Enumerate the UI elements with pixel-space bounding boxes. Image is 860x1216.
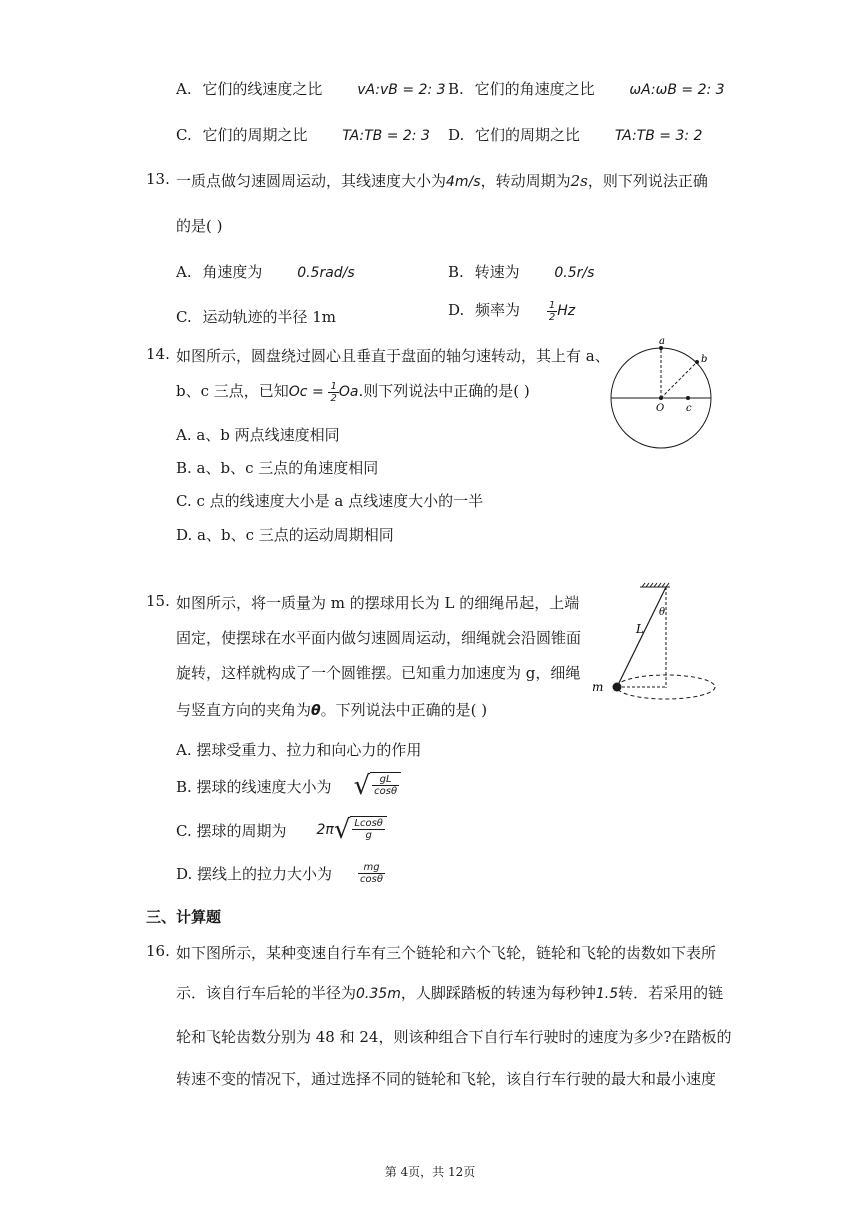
q13-stem-line2: 的是( ) xyxy=(176,217,223,235)
stem-text: 转．若采用的链 xyxy=(618,984,724,1002)
numerator: gL xyxy=(372,774,399,786)
option-formula: TA:TB = 3: 2 xyxy=(614,128,703,144)
option-text: C. 摆球的周期为 xyxy=(176,821,287,840)
label-m: m xyxy=(592,680,604,694)
q15-stem-line3: 旋转，这样就构成了一个圆锥摆。已知重力加速度为 g，细绳 xyxy=(176,664,581,682)
radicand xyxy=(350,816,387,844)
stem-text: ，人脚踩踏板的转速为每秒钟 xyxy=(400,984,596,1002)
stem-text: ，转动周期为 xyxy=(480,172,571,190)
numerator: 1 xyxy=(548,299,556,311)
radicand xyxy=(370,772,401,800)
frequency-formula xyxy=(547,299,576,323)
sqrt-expression xyxy=(354,772,402,800)
radical-sign: √ xyxy=(333,815,351,845)
q15-option-b xyxy=(176,772,401,800)
q14-option-a: A. a、b 两点线速度相同 xyxy=(176,426,340,444)
label-c: c xyxy=(686,403,692,414)
q15-stem-line4 xyxy=(176,699,487,720)
q16-stem-line2 xyxy=(176,982,723,1003)
radical-sign: √ xyxy=(353,771,371,801)
option-label: B. xyxy=(448,263,464,281)
option-formula: TA:TB = 2: 3 xyxy=(342,128,430,144)
option-label: C. xyxy=(176,308,192,326)
q13-stem-line1 xyxy=(176,170,708,191)
section-title: 三、计算题 xyxy=(146,908,222,926)
stem-text: 一质点做匀速圆周运动，其线速度大小为 xyxy=(176,172,447,190)
fraction xyxy=(547,300,557,323)
option-label: C. xyxy=(176,126,192,144)
stem-text: 示．该自行车后轮的半径为 xyxy=(176,984,357,1002)
q12-option-a xyxy=(176,78,446,99)
option-text: 运动轨迹的半径 1m xyxy=(202,308,337,326)
q13-option-a xyxy=(176,261,355,282)
q15-number: 15. xyxy=(146,592,170,610)
option-formula: 0.5rad/s xyxy=(297,265,355,281)
q14-option-c: C. c 点的线速度大小是 a 点线速度大小的一半 xyxy=(176,492,484,510)
option-text: 角速度为 xyxy=(202,263,263,281)
option-text: 它们的线速度之比 xyxy=(202,80,323,98)
bob xyxy=(613,683,622,692)
string xyxy=(617,587,666,687)
sqrt-expression xyxy=(334,816,387,844)
q13-option-d xyxy=(448,299,575,323)
label-theta: θ xyxy=(659,607,666,618)
q14-option-b: B. a、b、c 三点的角速度相同 xyxy=(176,459,379,477)
q12-option-d xyxy=(448,124,702,145)
theta-symbol: θ xyxy=(311,703,321,719)
option-text: 转速为 xyxy=(474,263,520,281)
q16-stem-line1: 如下图所示，某种变速自行车有三个链轮和六个飞轮，链轮和飞轮的齿数如下表所 xyxy=(176,944,717,962)
point-b xyxy=(695,360,699,364)
q12-option-c xyxy=(176,124,430,145)
numerator: 1 xyxy=(330,380,337,392)
label-L: L xyxy=(636,622,644,636)
q15-stem-line1: 如图所示，将一质量为 m 的摆球用长为 L 的细绳吊起，上端 xyxy=(176,594,580,612)
denominator: cosθ xyxy=(374,786,398,797)
q13-number: 13. xyxy=(146,170,170,188)
q14-stem-line2 xyxy=(176,380,530,404)
q14-stem-line1: 如图所示，圆盘绕过圆心且垂直于盘面的轴匀速转动，其上有 a、 xyxy=(176,347,610,365)
formula-right: Oa xyxy=(338,384,359,400)
conical-pendulum-figure xyxy=(588,580,728,710)
label-b: b xyxy=(701,354,708,365)
q14-number: 14. xyxy=(146,345,170,363)
option-label: D. xyxy=(448,126,465,144)
speed-value: 4m/s xyxy=(446,174,481,190)
q13-option-c xyxy=(176,306,336,327)
option-label: A. xyxy=(176,263,192,281)
page-footer: 第 4页，共 12页 xyxy=(384,1165,476,1179)
option-text: 它们的角速度之比 xyxy=(474,80,595,98)
ceiling-hatch xyxy=(642,583,669,587)
numerator: mg xyxy=(358,862,385,874)
formula-left: Oc = xyxy=(288,384,324,400)
fraction xyxy=(358,862,385,885)
option-label: B. xyxy=(448,80,464,98)
option-text: B. 摆球的线速度大小为 xyxy=(176,777,332,796)
stem-text: ，则下列说法正确 xyxy=(587,172,708,190)
option-text: 它们的周期之比 xyxy=(202,126,308,144)
stem-text: 与竖直方向的夹角为 xyxy=(176,701,312,719)
fraction xyxy=(328,381,338,404)
period-value: 2s xyxy=(570,172,588,190)
point-c xyxy=(686,396,690,400)
q13-option-b xyxy=(448,261,594,282)
q15-option-a: A. 摆球受重力、拉力和向心力的作用 xyxy=(176,741,422,759)
denominator: 2 xyxy=(548,311,556,323)
stem-text: b、c 三点，已知 xyxy=(176,382,289,400)
point-o xyxy=(659,396,663,400)
q14-option-d: D. a、b、c 三点的运动周期相同 xyxy=(176,526,394,544)
stem-text: 。下列说法中正确的是( ) xyxy=(320,701,488,719)
unit: Hz xyxy=(557,303,576,319)
numerator: Lcosθ xyxy=(354,818,383,829)
q16-number: 16. xyxy=(146,942,170,960)
option-formula: vA:vB = 2: 3 xyxy=(357,82,446,98)
q15-option-d xyxy=(176,862,385,885)
option-label: A. xyxy=(176,80,192,98)
radius-ob xyxy=(661,362,697,398)
denominator: cosθ xyxy=(360,874,383,885)
stem-text: .则下列说法中正确的是( ) xyxy=(358,382,530,400)
q15-stem-line2: 固定，使摆球在水平面内做匀速圆周运动，细绳就会沿圆锥面 xyxy=(176,629,582,647)
two-pi: 2π xyxy=(316,822,334,838)
denominator: 2 xyxy=(330,392,337,404)
option-formula: 0.5r/s xyxy=(554,265,595,281)
q15-option-c xyxy=(176,816,387,844)
q16-stem-line3: 轮和飞轮齿数分别为 48 和 24，则该种组合下自行车行驶时的速度为多少?在踏板的 xyxy=(176,1028,732,1046)
option-formula: ωA:ωB = 2: 3 xyxy=(629,82,725,98)
rate-value: 1.5 xyxy=(595,986,619,1002)
q16-stem-line4: 转速不变的情况下，通过选择不同的链轮和飞轮，该自行车行驶的最大和最小速度 xyxy=(176,1070,717,1088)
option-label: D. xyxy=(448,301,465,319)
option-text: 它们的周期之比 xyxy=(475,126,581,144)
disk-figure xyxy=(600,334,724,456)
label-a: a xyxy=(659,336,665,347)
label-o: O xyxy=(656,403,665,414)
q12-option-b xyxy=(448,78,725,99)
option-text: 频率为 xyxy=(475,301,521,319)
denominator: g xyxy=(365,830,372,841)
radius-value: 0.35m xyxy=(356,986,401,1002)
option-text: D. 摆线上的拉力大小为 xyxy=(176,865,333,883)
